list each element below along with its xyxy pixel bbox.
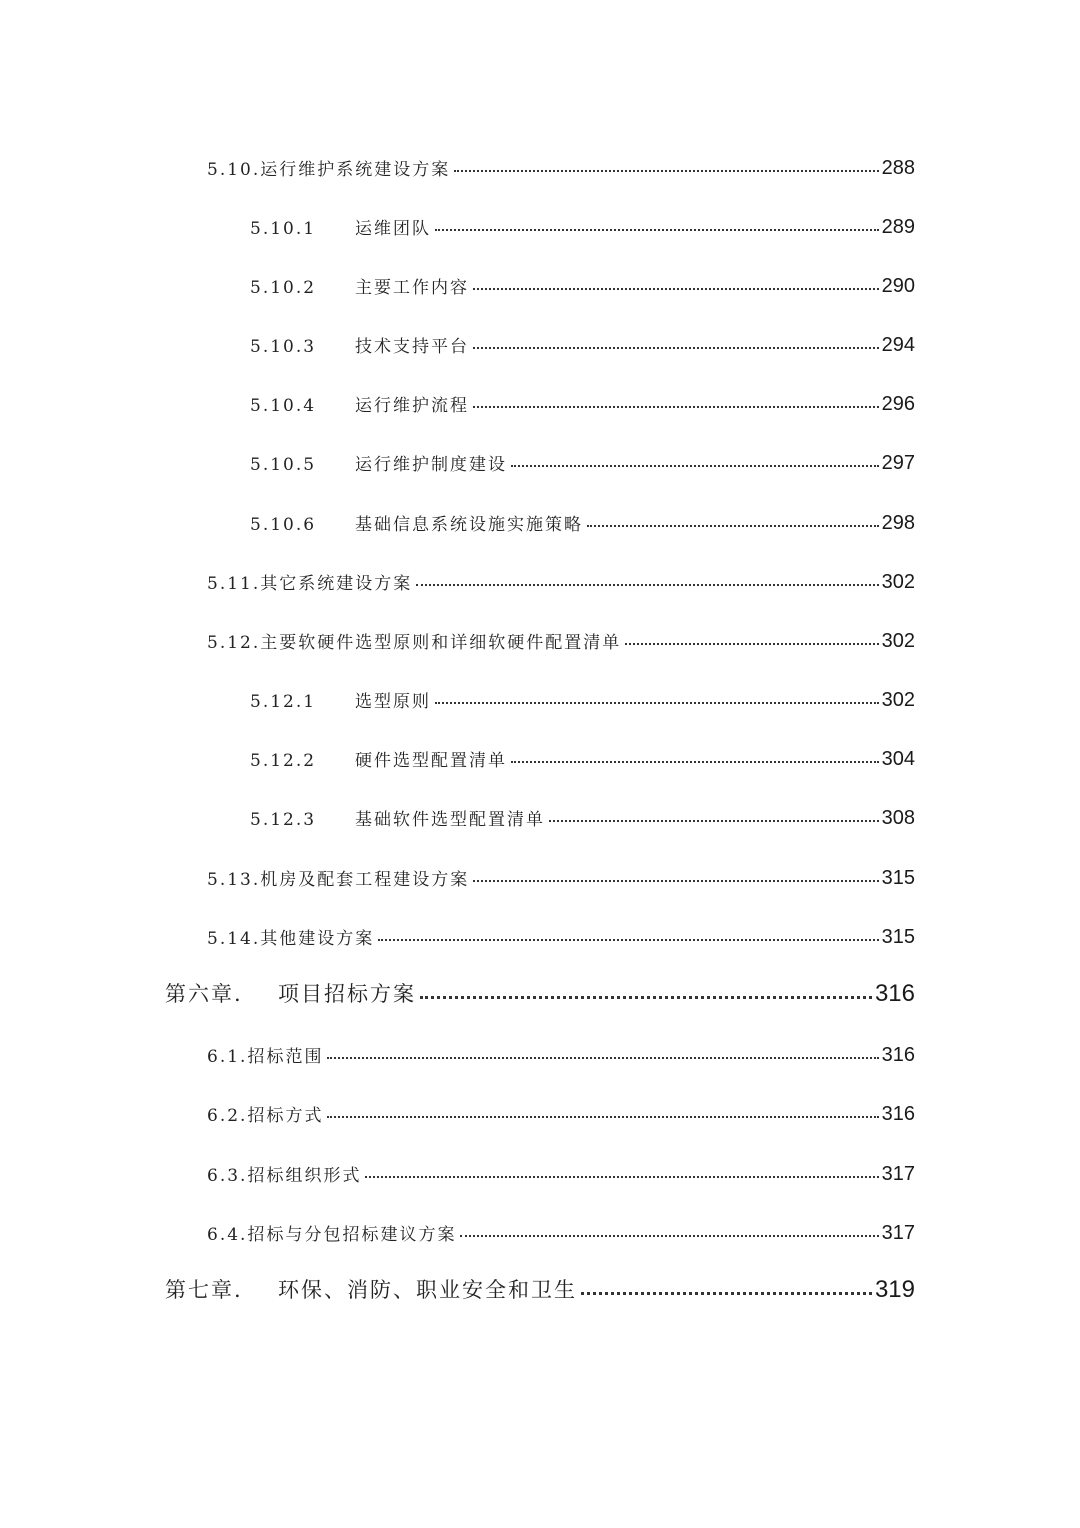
dot-leader [365, 1176, 878, 1178]
toc-entry-5-12-1[interactable] [250, 672, 915, 712]
toc-entry-5-10-3[interactable] [250, 317, 915, 357]
section-number: 5.12.2 [250, 751, 317, 771]
toc-entry-5-10-5[interactable] [250, 435, 915, 475]
toc-entry-5-10-1[interactable] [250, 199, 915, 239]
section-number: 5.10.6 [250, 515, 317, 535]
chapter-number: 第七章. [165, 1278, 243, 1302]
toc-entry-6-3[interactable] [207, 1146, 915, 1186]
section-title: 招标与分包招标建议方案 [247, 1225, 457, 1245]
section-title: 机房及配套工程建设方案 [260, 870, 470, 890]
page-number: 316 [881, 1044, 915, 1066]
page-number: 288 [881, 157, 915, 179]
section-title: 招标范围 [247, 1047, 324, 1067]
dot-leader [549, 820, 879, 822]
page-number: 302 [881, 689, 915, 711]
section-number: 5.13. [207, 870, 261, 890]
dot-leader [327, 1057, 878, 1059]
section-title: 选型原则 [355, 692, 431, 712]
section-number: 5.14. [207, 929, 261, 949]
section-title: 其他建设方案 [260, 929, 375, 949]
dot-leader [473, 288, 879, 290]
section-title: 其它系统建设方案 [260, 574, 413, 594]
dot-leader [625, 643, 878, 645]
toc-entry-5-11[interactable] [207, 554, 915, 594]
page-number: 317 [881, 1163, 915, 1185]
dot-leader [460, 1235, 878, 1237]
page-number: 290 [881, 275, 915, 297]
section-number: 5.10. [207, 160, 261, 180]
section-number: 5.10.3 [250, 337, 317, 357]
section-title: 招标方式 [247, 1106, 324, 1126]
section-title: 运行维护系统建设方案 [260, 160, 451, 180]
page-number: 319 [874, 1276, 915, 1303]
section-title: 主要软硬件选型原则和详细软硬件配置清单 [260, 633, 622, 653]
page-number: 289 [881, 216, 915, 238]
section-number: 6.2. [207, 1106, 248, 1126]
toc-entry-5-10-4[interactable] [250, 376, 915, 416]
toc-entry-5-10[interactable] [207, 140, 915, 180]
section-number: 5.10.2 [250, 278, 317, 298]
section-number: 5.12.3 [250, 810, 317, 830]
toc-entry-6-2[interactable] [207, 1086, 915, 1126]
chapter-number: 第六章. [165, 982, 243, 1006]
chapter-title: 项目招标方案 [278, 982, 416, 1006]
section-number: 6.1. [207, 1047, 248, 1067]
dot-leader [435, 229, 879, 231]
toc-entry-5-12-2[interactable] [250, 731, 915, 771]
toc-entry-chapter-6[interactable] [165, 968, 915, 1008]
dot-leader [416, 584, 878, 586]
toc-entry-5-13[interactable] [207, 850, 915, 890]
toc-entry-6-1[interactable] [207, 1027, 915, 1067]
section-number: 6.4. [207, 1225, 248, 1245]
section-title: 运行维护流程 [355, 396, 469, 416]
toc-entry-chapter-7[interactable] [165, 1264, 915, 1304]
dot-leader [435, 702, 879, 704]
page-number: 296 [881, 393, 915, 415]
dot-leader [473, 880, 878, 882]
toc-entry-5-14[interactable] [207, 909, 915, 949]
dot-leader [327, 1116, 878, 1118]
section-title: 运维团队 [355, 219, 431, 239]
page-number: 302 [881, 630, 915, 652]
page-number: 308 [881, 807, 915, 829]
section-title: 技术支持平台 [355, 337, 469, 357]
page-number: 302 [881, 571, 915, 593]
section-number: 5.10.4 [250, 396, 317, 416]
section-title: 基础软件选型配置清单 [355, 810, 545, 830]
dot-leader [473, 406, 879, 408]
section-number: 5.12. [207, 633, 261, 653]
dot-leader [473, 347, 879, 349]
page-number: 316 [874, 980, 915, 1007]
dot-leader [581, 1292, 872, 1295]
section-number: 5.10.1 [250, 219, 317, 239]
dot-leader [511, 761, 879, 763]
section-number: 6.3. [207, 1166, 248, 1186]
page-number: 297 [881, 452, 915, 474]
page-number: 304 [881, 748, 915, 770]
page-number: 298 [881, 512, 915, 534]
section-number: 5.12.1 [250, 692, 317, 712]
dot-leader [454, 170, 878, 172]
toc-entry-6-4[interactable] [207, 1205, 915, 1245]
toc-entry-5-12-3[interactable] [250, 790, 915, 830]
section-title: 硬件选型配置清单 [355, 751, 507, 771]
dot-leader [378, 939, 878, 941]
section-number: 5.10.5 [250, 455, 317, 475]
page-number: 317 [881, 1222, 915, 1244]
dot-leader [511, 465, 879, 467]
dot-leader [587, 525, 879, 527]
section-title: 招标组织形式 [247, 1166, 362, 1186]
page-number: 294 [881, 334, 915, 356]
section-title: 主要工作内容 [355, 278, 469, 298]
page-number: 315 [881, 926, 915, 948]
toc-entry-5-10-6[interactable] [250, 495, 915, 535]
page-number: 316 [881, 1103, 915, 1125]
toc-entry-5-12[interactable] [207, 613, 915, 653]
toc-entry-5-10-2[interactable] [250, 258, 915, 298]
section-title: 运行维护制度建设 [355, 455, 507, 475]
section-number: 5.11. [207, 574, 261, 594]
section-title: 基础信息系统设施实施策略 [355, 515, 583, 535]
page-number: 315 [881, 867, 915, 889]
dot-leader [420, 996, 872, 999]
chapter-title: 环保、消防、职业安全和卫生 [278, 1278, 577, 1302]
